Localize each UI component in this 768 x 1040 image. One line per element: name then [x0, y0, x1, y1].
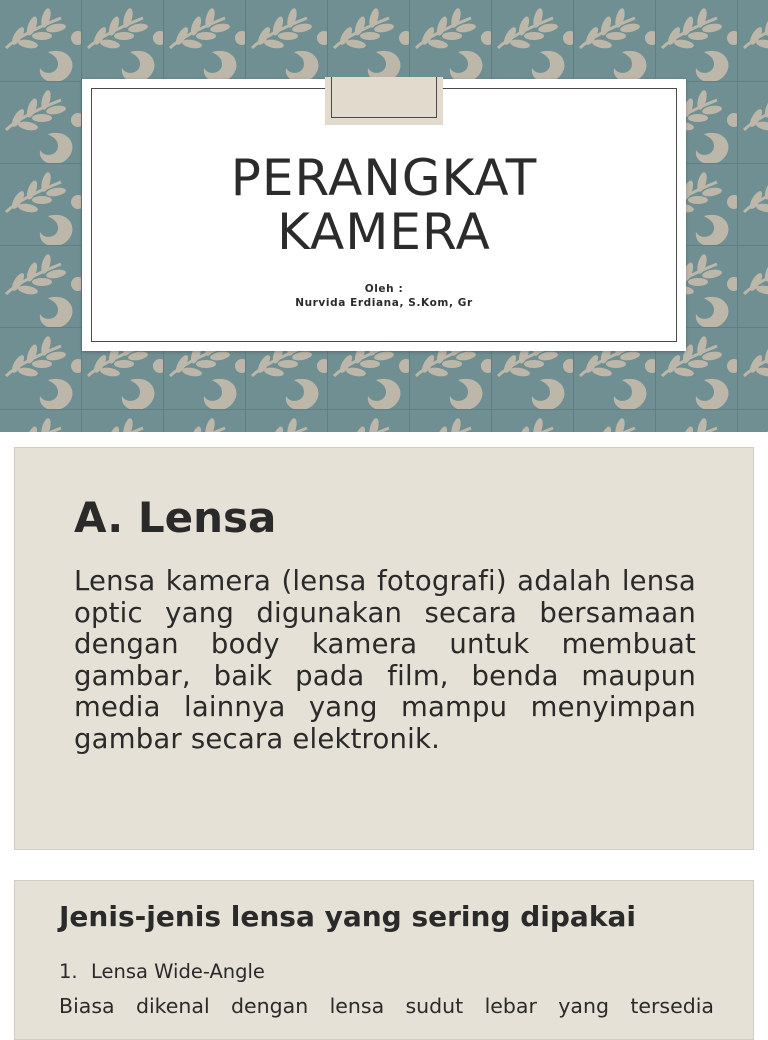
- title-line-1: PERANGKAT: [230, 149, 538, 207]
- slide-body-text: Lensa kamera (lensa fotografi) adalah lensa optic yang digunakan secara bersamaan dengan body kamera untuk membuat gambar, baik pada film, benda maupun media lainnya yang mampu menyimpan gambar secara elektronik.: [74, 565, 696, 755]
- list-item-number: 1.: [59, 960, 78, 983]
- list-item-label: Lensa Wide-Angle: [91, 960, 265, 983]
- presentation-title: [82, 151, 686, 259]
- slide-heading: A. Lensa: [74, 493, 277, 542]
- title-card: [82, 79, 686, 351]
- title-line-2: KAMERA: [277, 203, 491, 261]
- title-slide: [0, 0, 768, 432]
- lensa-slide: [14, 447, 754, 850]
- list-item: [59, 959, 265, 985]
- byline: [82, 282, 686, 310]
- slide-heading: Jenis-jenis lensa yang sering dipakai: [59, 900, 636, 933]
- title-card-tab-border: [331, 77, 437, 118]
- byline-label: Oleh :: [364, 283, 404, 295]
- title-card-tab: [325, 77, 443, 125]
- author-name: Nurvida Erdiana, S.Kom, Gr: [295, 297, 473, 309]
- lens-types-slide: [14, 880, 754, 1040]
- list-item-description: Biasa dikenal dengan lensa sudut lebar yang tersedia: [59, 994, 714, 1018]
